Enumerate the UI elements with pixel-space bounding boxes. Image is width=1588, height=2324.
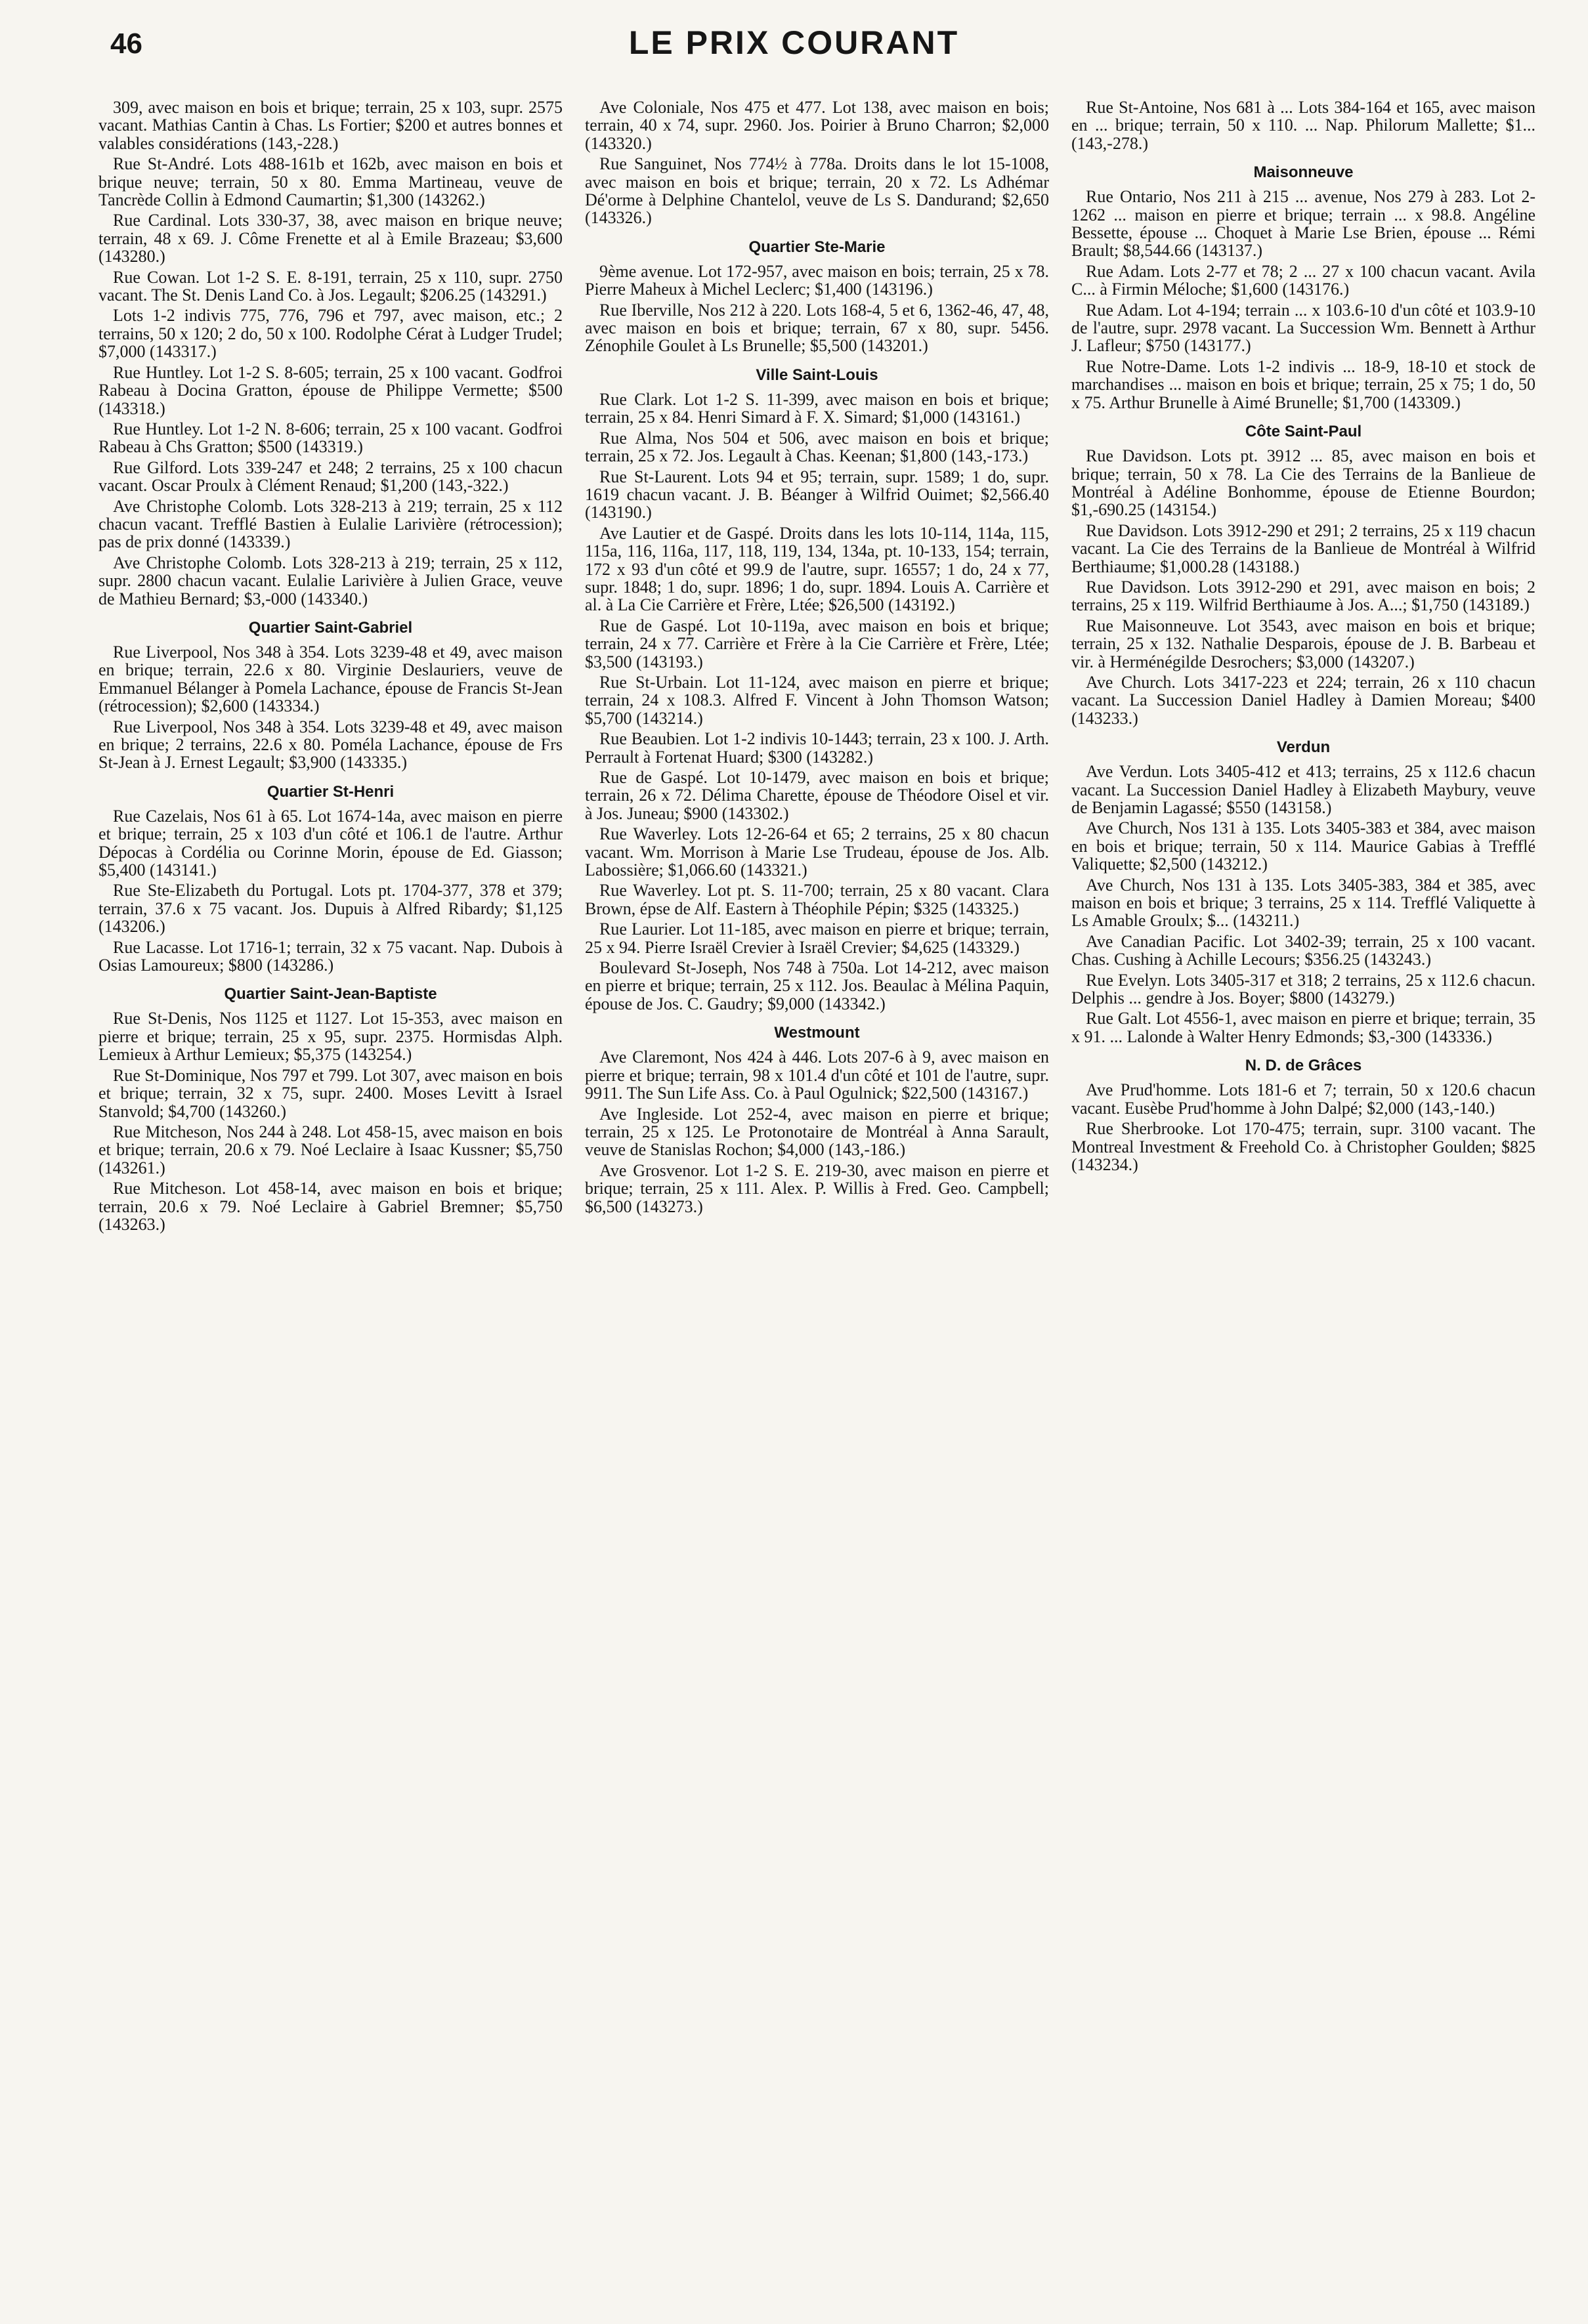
section-heading: Côte Saint-Paul [1245, 423, 1362, 441]
transaction-entry: Rue Gilford. Lots 339-247 et 248; 2 terrains, 25 x 100 chacun vacant. Oscar Proulx à Clément Renaud; $1,200 (143,-322.) [98, 457, 563, 496]
transaction-entry: Ave Prud'homme. Lots 181-6 et 7; terrain, 50 x 120.6 chacun vacant. Eusèbe Prud'homme à John Dalpé; $2,000 (143,-140.) [1071, 1080, 1535, 1118]
section-heading: Quartier Saint-Gabriel [248, 618, 413, 637]
transaction-entry: Ave Verdun. Lots 3405-412 et 413; terrains, 25 x 112.6 chacun vacant. La Succession Daniel Hadley à Elizabeth Maybury, veuve de Benjamin Lagassé; $550 (143158.) [1071, 762, 1535, 817]
transaction-entry: Rue Davidson. Lots 3912-290 et 291; 2 terrains, 25 x 119 chacun vacant. La Cie des Terrains de la Banlieue de Montréal à Wilfrid Berthiaume; $1,000.28 (143188.) [1071, 520, 1535, 576]
transaction-entry: Rue Cardinal. Lots 330-37, 38, avec maison en brique neuve; terrain, 48 x 69. J. Côme Frenette et al à Emile Brazeau; $3,600 (143280.) [98, 211, 563, 266]
transaction-entry: Rue Maisonneuve. Lot 3543, avec maison en bois et brique; terrain, 25 x 132. Nathalie Desparois, épouse de J. B. Barbeau et vir. à Herménégilde Desrochers; $3,000 (143207.) [1071, 616, 1535, 671]
transaction-entry: Rue St-Urbain. Lot 11-124, avec maison en pierre et brique; terrain, 24 x 108.3. Alfred F. Vincent à John Thomson Watson; $5,700 (143214.) [585, 672, 1049, 728]
transaction-entry: Ave Church. Lots 3417-223 et 224; terrain, 26 x 110 chacun vacant. La Succession Daniel Hadley à Damien Moreau; $400 (143233.) [1071, 672, 1535, 728]
section-heading: Verdun [1276, 738, 1331, 757]
transaction-entry: Rue Waverley. Lots 12-26-64 et 65; 2 terrains, 25 x 80 chacun vacant. Wm. Morrison à Marie Lse Trudeau, épouse de Jos. Alb. Labossière; $1,066.60 (143321.) [585, 824, 1049, 880]
transaction-entry: 309, avec maison en bois et brique; terrain, 25 x 103, supr. 2575 vacant. Mathias Cantin à Chas. Ls Fortier; $200 et autres bonnes et valables considérations (143,-228.) [98, 98, 563, 153]
transaction-entry: Rue Iberville, Nos 212 à 220. Lots 168-4, 5 et 6, 1362-46, 47, 48, avec maison en bois et brique; terrain, 67 x 80, supr. 5456. Zénophile Goulet à Ls Brunelle; $5,500 (143201.) [585, 300, 1049, 356]
transaction-entry: Rue Sanguinet, Nos 774½ à 778a. Droits dans le lot 15-1008, avec maison en bois et brique; terrain, 20 x 72. Ls Adhémar Dé'orme à Delphine Chantelol, veuve de Ls S. Dandurand; $2,650 (143326.) [585, 154, 1049, 228]
transaction-entry: Rue Adam. Lots 2-77 et 78; 2 ... 27 x 100 chacun vacant. Avila C... à Firmin Méloche; $1,600 (143176.) [1071, 261, 1535, 299]
transaction-entry: Rue Cazelais, Nos 61 à 65. Lot 1674-14a, avec maison en pierre et brique; terrain, 25 x 103 d'un côté et 106.1 de l'autre. Arthur Dépocas à Cordélia ou Corinne Morin, épouse de Ed. Giasson; $5,400 (143141.) [98, 806, 563, 880]
transaction-entry: Rue Galt. Lot 4556-1, avec maison en pierre et brique; terrain, 35 x 91. ... Lalonde à Walter Henry Edmonds; $3,-300 (143336.) [1071, 1009, 1535, 1046]
transaction-entry: Ave Canadian Pacific. Lot 3402-39; terrain, 25 x 100 vacant. Chas. Cushing à Achille Lecours; $356.25 (143243.) [1071, 931, 1535, 969]
section-heading: Quartier Saint-Jean-Baptiste [224, 985, 437, 1004]
transaction-entry: Rue Evelyn. Lots 3405-317 et 318; 2 terrains, 25 x 112.6 chacun. Delphis ... gendre à Jos. Boyer; $800 (143279.) [1071, 970, 1535, 1008]
transaction-entry: Rue Ontario, Nos 211 à 215 ... avenue, Nos 279 à 283. Lot 2-1262 ... maison en pierre et brique; terrain ... x 98.8. Angéline Bessette, épouse ... Choquet à Marie Lse Brien, épouse ... Rémi Brault; $8,544.66 (143137.) [1071, 187, 1535, 261]
transaction-entry: Rue St-André. Lots 488-161b et 162b, avec maison en bois et brique neuve; terrain, 50 x 80. Emma Martineau, veuve de Tancrède Collin à Edmond Caumartin; $1,300 (143262.) [98, 154, 563, 210]
column-2 [585, 98, 1049, 2310]
transaction-entry: Boulevard St-Joseph, Nos 748 à 750a. Lot 14-212, avec maison en pierre et brique; terrain, 25 x 112. Jos. Beaulac à Mélina Paquin, épouse de Jos. C. Gaudry; $9,000 (143342.) [585, 958, 1049, 1013]
transaction-entry: Ave Grosvenor. Lot 1-2 S. E. 219-30, avec maison en pierre et brique; terrain, 25 x 111. Alex. P. Willis à Fred. Geo. Campbell; $6,500 (143273.) [585, 1160, 1049, 1216]
transaction-entry: Ave Christophe Colomb. Lots 328-213 à 219; terrain, 25 x 112 chacun vacant. Trefflé Bastien à Eulalie Larivière (rétrocession); pas de prix donné (143339.) [98, 496, 563, 552]
transaction-entry: Rue St-Dominique, Nos 797 et 799. Lot 307, avec maison en bois et brique; terrain, 32 x 75, supr. 2400. Moses Levitt à Israel Stanvold; $4,700 (143260.) [98, 1065, 563, 1121]
transaction-entry: Rue Cowan. Lot 1-2 S. E. 8-191, terrain, 25 x 110, supr. 2750 vacant. The St. Denis Land Co. à Jos. Legault; $206.25 (143291.) [98, 267, 563, 305]
transaction-entry: Ave Church, Nos 131 à 135. Lots 3405-383, 384 et 385, avec maison en bois et brique; 3 terrains, 25 x 114. Trefflé Valiquette à Ls Amable Groulx; $... (143211.) [1071, 875, 1535, 931]
transaction-entry: Rue Sherbrooke. Lot 170-475; terrain, supr. 3100 vacant. The Montreal Investment & Freehold Co. à Christopher Goulden; $825 (143234.) [1071, 1119, 1535, 1174]
transaction-entry: Rue Huntley. Lot 1-2 N. 8-606; terrain, 25 x 100 vacant. Godfroi Rabeau à Chs Gratton; $500 (143319.) [98, 419, 563, 457]
section-heading: Ville Saint-Louis [756, 366, 878, 384]
transaction-entry: Rue Lacasse. Lot 1716-1; terrain, 32 x 75 vacant. Nap. Dubois à Osias Lamoureux; $800 (143286.) [98, 937, 563, 975]
transaction-entry: Rue Beaubien. Lot 1-2 indivis 10-1443; terrain, 23 x 100. J. Arth. Perrault à Fortenat Huard; $300 (143282.) [585, 729, 1049, 767]
section-heading: N. D. de Grâces [1245, 1057, 1362, 1075]
transaction-entry: Lots 1-2 indivis 775, 776, 796 et 797, avec maison, etc.; 2 terrains, 50 x 120; 2 do, 50 x 100. Rodolphe Cérat à Ludger Trudel; $7,000 (143317.) [98, 306, 563, 362]
transaction-entry: Rue Davidson. Lots pt. 3912 ... 85, avec maison en bois et brique; terrain, 50 x 78. La Cie des Terrains de la Banlieue de Montréal à Adéline Bonhomme, épouse de Etienne Bourdon; $1,-690.25 (143154.) [1071, 446, 1535, 520]
transaction-entry: 9ème avenue. Lot 172-957, avec maison en bois; terrain, 25 x 78. Pierre Maheux à Michel Leclerc; $1,400 (143196.) [585, 261, 1049, 299]
page-number: 46 [110, 28, 142, 60]
transaction-entry: Rue St-Laurent. Lots 94 et 95; terrain, supr. 1589; 1 do, supr. 1619 chacun vacant. J. B. Béanger à Wilfrid Ouimet; $2,566.40 (143190.) [585, 467, 1049, 522]
transaction-entry: Rue Davidson. Lots 3912-290 et 291, avec maison en bois; 2 terrains, 25 x 119. Wilfrid Berthiaume à Jos. A...; $1,750 (143189.) [1071, 577, 1535, 615]
transaction-entry: Rue de Gaspé. Lot 10-119a, avec maison en bois et brique; terrain, 24 x 77. Carrière et Frère à la Cie Carrière et Frère, Ltée; $3,500 (143193.) [585, 616, 1049, 671]
transaction-entry: Rue Alma, Nos 504 et 506, avec maison en bois et brique; terrain, 25 x 72. Jos. Legault à Chas. Keenan; $1,800 (143,-173.) [585, 428, 1049, 466]
transaction-entry: Rue Mitcheson. Lot 458-14, avec maison en bois et brique; terrain, 20.6 x 79. Noé Leclaire à Gabriel Bremner; $5,750 (143263.) [98, 1179, 563, 1234]
transaction-entry: Rue Mitcheson, Nos 244 à 248. Lot 458-15, avec maison en bois et brique; terrain, 20.6 x 79. Noé Leclaire à Isaac Kussner; $5,750 (143261.) [98, 1122, 563, 1177]
transaction-entry: Rue Huntley. Lot 1-2 S. 8-605; terrain, 25 x 100 vacant. Godfroi Rabeau à Docina Gratton, épouse de Philippe Vermette; $500 (143318.) [98, 362, 563, 418]
section-heading: Quartier St-Henri [267, 782, 395, 801]
transaction-entry: Rue Clark. Lot 1-2 S. 11-399, avec maison en bois et brique; terrain, 25 x 84. Henri Simard à F. X. Simard; $1,000 (143161.) [585, 389, 1049, 427]
section-heading: Westmount [774, 1024, 860, 1042]
transaction-entry: Rue Adam. Lot 4-194; terrain ... x 103.6-10 d'un côté et 103.9-10 de l'autre, supr. 2978 vacant. La Succession Wm. Bennett à Arthur J. Lafleur; $750 (143177.) [1071, 300, 1535, 356]
transaction-entry: Rue Liverpool, Nos 348 à 354. Lots 3239-48 et 49, avec maison en brique; terrain, 22.6 x 80. Virginie Deslauriers, veuve de Emmanuel Bélanger à Pomela Lachance, épouse de Francis St-Jean (rétrocession); $2,600 (143334.) [98, 642, 563, 716]
column-1 [98, 98, 563, 2310]
section-heading: Maisonneuve [1253, 163, 1354, 182]
transaction-entry: Ave Claremont, Nos 424 à 446. Lots 207-6 à 9, avec maison en pierre et brique; terrain, 98 x 101.4 d'un côté et 101 de l'autre, supr. 9911. The Sun Life Ass. Co. à Paul Ogulnick; $22,500 (143167.) [585, 1047, 1049, 1103]
transaction-entry: Rue Notre-Dame. Lots 1-2 indivis ... 18-9, 18-10 et stock de marchandises ... maison en bois et brique; terrain, 25 x 75; 1 do, 50 x 75. Arthur Brunelle à Aimé Brunelle; $1,700 (143309.) [1071, 356, 1535, 412]
transaction-entry: Rue Ste-Elizabeth du Portugal. Lots pt. 1704-377, 378 et 379; terrain, 37.6 x 75 vacant. Jos. Dupuis à Alfred Ribardy; $1,125 (143206.) [98, 881, 563, 937]
transaction-entry: Rue Laurier. Lot 11-185, avec maison en pierre et brique; terrain, 25 x 94. Pierre Israël Crevier à Israël Crevier; $4,625 (143329.) [585, 919, 1049, 957]
transaction-entry: Ave Christophe Colomb. Lots 328-213 à 219; terrain, 25 x 112, supr. 2800 chacun vacant. Eulalie Larivière à Julien Grace, veuve de Mathieu Bernard; $3,-000 (143340.) [98, 553, 563, 608]
transaction-entry: Ave Coloniale, Nos 475 et 477. Lot 138, avec maison en bois; terrain, 40 x 74, supr. 2960. Jos. Poirier à Bruno Charron; $2,000 (143320.) [585, 98, 1049, 153]
transaction-entry: Ave Church, Nos 131 à 135. Lots 3405-383 et 384, avec maison en bois et brique; terrain, 50 x 114. Maurice Gabias à Trefflé Valiquette; $2,500 (143212.) [1071, 818, 1535, 874]
transaction-entry: Rue St-Antoine, Nos 681 à ... Lots 384-164 et 165, avec maison en ... brique; terrain, 50 x 110. ... Nap. Philorum Mallette; $1... (143,-278.) [1071, 98, 1535, 153]
transaction-entry: Ave Lautier et de Gaspé. Droits dans les lots 10-114, 114a, 115, 115a, 116, 116a, 117, 118, 119, 134, 134a, pt. 10-133, 154; terrain, 172 x 93 d'un côté et 99.9 de l'autre, supr. 16557; 1 do, 24 x 77, supr. 1848; 1 do, supr. 1896; 1 do, supr. 1894. Louis A. Carrière et al. à La Cie Carrière et Frère, Ltée; $26,500 (143192.) [585, 523, 1049, 615]
transaction-entry: Rue Liverpool, Nos 348 à 354. Lots 3239-48 et 49, avec maison en brique; 2 terrains, 22.6 x 80. Poméla Lachance, épouse de Frs St-Jean à J. Ernest Legault; $3,900 (143335.) [98, 717, 563, 772]
journal-title: LE PRIX COURANT [628, 24, 960, 61]
transaction-entry: Ave Ingleside. Lot 252-4, avec maison en pierre et brique; terrain, 25 x 125. Le Protonotaire de Montréal à Anna Sarault, veuve de Stanislas Rochon; $4,000 (143,-186.) [585, 1104, 1049, 1160]
column-3 [1071, 98, 1535, 2310]
transaction-entry: Rue Waverley. Lot pt. S. 11-700; terrain, 25 x 80 vacant. Clara Brown, épse de Alf. Eastern à Théophile Pépin; $325 (143325.) [585, 881, 1049, 918]
section-heading: Quartier Ste-Marie [748, 238, 886, 256]
transaction-entry: Rue de Gaspé. Lot 10-1479, avec maison en bois et brique; terrain, 26 x 72. Délima Charette, épouse de Théodore Oisel et vir. à Jos. Juneau; $900 (143302.) [585, 768, 1049, 823]
text-columns [98, 98, 1536, 2310]
transaction-entry: Rue St-Denis, Nos 1125 et 1127. Lot 15-353, avec maison en pierre et brique; terrain, 25 x 95, supr. 2375. Hormisdas Alph. Lemieux à Arthur Lemieux; $5,375 (143254.) [98, 1009, 563, 1065]
